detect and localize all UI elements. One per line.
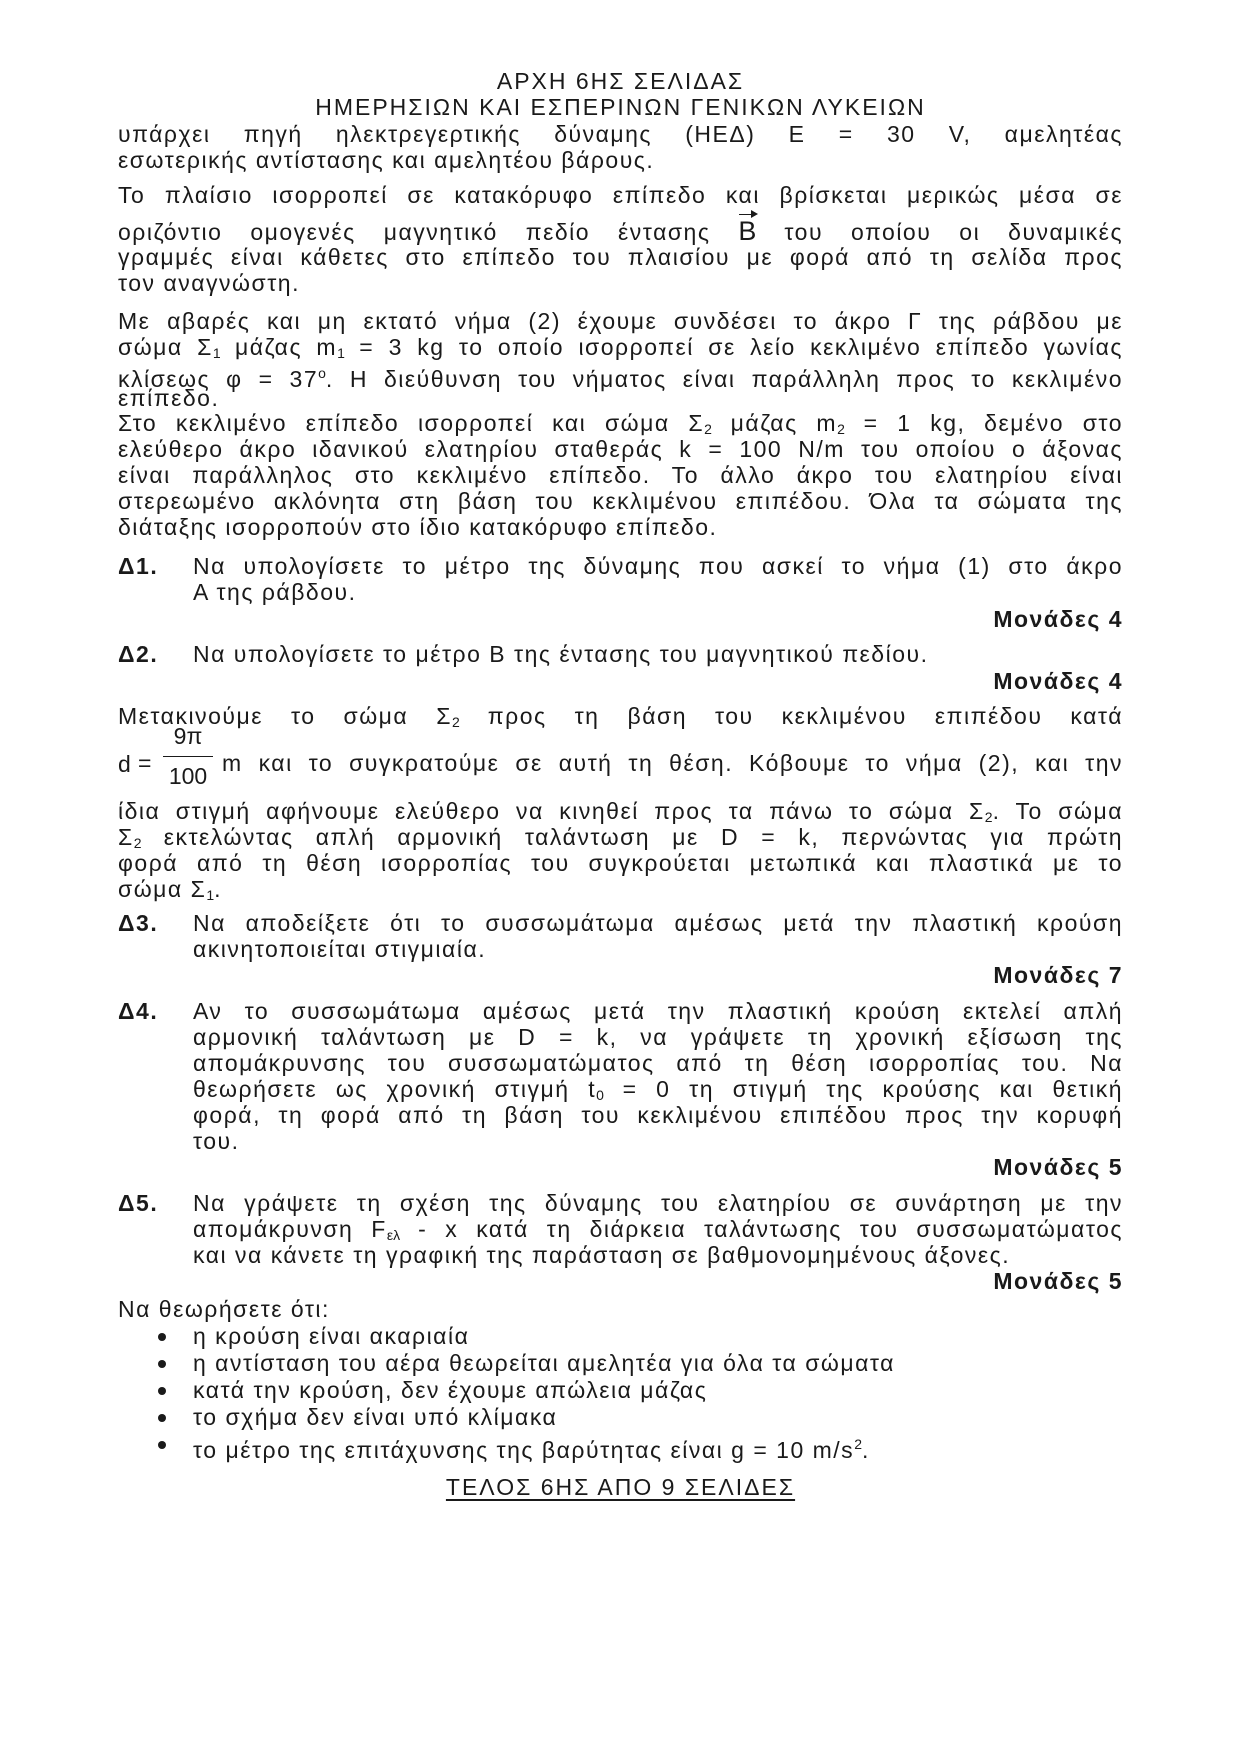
assumption-5: το μέτρο της επιτάχυνσης της βαρύτητας είναι g = 10 $m/s^2$. xyxy=(193,1436,870,1463)
page-footer: ΤΕΛΟΣ 6ΗΣ ΑΠΟ 9 ΣΕΛΙΔΕΣ xyxy=(445,1474,796,1500)
s2-line-3: είναι παράλληλος στο κεκλιμένο επίπεδο. Το άλλο άκρο του ελατηρίου είναι xyxy=(118,462,1123,488)
distance-symbol: d xyxy=(118,751,131,777)
question-d1-points: Μονάδες 4 xyxy=(993,606,1123,632)
assumption-4: το σχήμα δεν είναι υπό κλίμακα xyxy=(193,1404,558,1430)
fraction-denominator: 100 xyxy=(168,763,208,789)
s2-line-1: Στο κεκλιμένο επίπεδο ισορροπεί και σώμα $\Sigma_2$ μάζας $m_2 = 1$ kg, δεμένο στο xyxy=(118,410,1123,437)
field-line-3: γραμμές είναι κάθετες στο επίπεδο του πλαισίου με φορά από τη σελίδα προς xyxy=(118,244,1123,270)
s2-line-2: ελεύθερο άκρο ιδανικού ελατηρίου σταθεράς k = 100 N/m του οποίου ο άξονας xyxy=(118,436,1123,462)
assumption-2: η αντίσταση του αέρα θεωρείται αμελητέα για όλα τα σώματα xyxy=(193,1350,895,1376)
intro-line-1: υπάρχει πηγή ηλεκτρεγερτικής δύναμης (ΗΕΔ) Ε = 30 V, αμελητέας xyxy=(118,121,1123,147)
question-d1-line-2: Α της ράβδου. xyxy=(193,579,357,605)
field-line-4: τον αναγνώστη. xyxy=(118,270,300,296)
bullet-icon xyxy=(158,1387,166,1395)
question-d5-points: Μονάδες 5 xyxy=(993,1268,1123,1294)
bullet-icon xyxy=(158,1360,166,1368)
fraction-numerator: 9π xyxy=(173,723,203,749)
assumption-1: η κρούση είναι ακαριαία xyxy=(193,1323,470,1349)
question-d4-line-6: του. xyxy=(193,1128,240,1154)
question-d2-label: Δ2. xyxy=(118,641,159,667)
s2-line-5: διάταξης ισορροπούν στο ίδιο κατακόρυφο επίπεδο. xyxy=(118,514,718,540)
fraction-bar xyxy=(163,756,213,757)
question-d3-label: Δ3. xyxy=(118,910,159,936)
question-d5-label: Δ5. xyxy=(118,1190,159,1216)
field-line-2: οριζόντιο ομογενές μαγνητικό πεδίο έντασης B του οποίου οι δυναμικές xyxy=(118,216,1124,246)
question-d4-points: Μονάδες 5 xyxy=(993,1154,1123,1180)
s1-line-4: επίπεδο. xyxy=(118,385,220,411)
question-d3-points: Μονάδες 7 xyxy=(993,962,1123,988)
question-d4-line-3: απομάκρυνσης του συσσωματώματος από τη θέση ισορροπίας του. Να xyxy=(193,1050,1123,1076)
move-line-6: σώμα $\Sigma_1$. xyxy=(118,876,222,903)
question-d1-label: Δ1. xyxy=(118,553,159,579)
question-d5-line-2: απομάκρυνση $F_{\varepsilon\lambda}$ - x κατά τη διάρκεια ταλάντωσης του συσσωματώματος xyxy=(193,1216,1123,1243)
s2-line-4: στερεωμένο ακλόνητα στη βάση του κεκλιμένου επιπέδου. Όλα τα σώματα της xyxy=(118,488,1123,514)
question-d4-line-5: φορά, τη φορά από τη βάση του κεκλιμένου επιπέδου προς την κορυφή xyxy=(193,1102,1123,1128)
s1-line-2: σώμα $\Sigma_1$ μάζας $m_1 = 3$ kg το οποίο ισορροπεί σε λείο κεκλιμένο επίπεδο γωνίας xyxy=(118,334,1123,361)
question-d2-points: Μονάδες 4 xyxy=(993,668,1123,694)
field-line-1: Το πλαίσιο ισορροπεί σε κατακόρυφο επίπεδο και βρίσκεται μερικώς μέσα σε xyxy=(118,182,1123,208)
question-d4-line-2: αρμονική ταλάντωση με D = k, να γράψετε τη χρονική εξίσωση της xyxy=(193,1024,1123,1050)
page-header-school: ΗΜΕΡΗΣΙΩΝ ΚΑΙ ΕΣΠΕΡΙΝΩΝ ΓΕΝΙΚΩΝ ΛΥΚΕΙΩΝ xyxy=(315,94,926,120)
assumptions-intro: Να θεωρήσετε ότι: xyxy=(118,1296,330,1322)
move-line-5: φορά από τη θέση ισορροπίας του συγκρούεται μετωπικά και πλαστικά με το xyxy=(118,850,1123,876)
question-d5-line-3: και να κάνετε τη γραφική της παράσταση σε βαθμονομημένους άξονες. xyxy=(193,1242,1011,1268)
intro-line-2: εσωτερικής αντίστασης και αμελητέου βάρους. xyxy=(118,147,655,173)
move-line-2: m και το συγκρατούμε σε αυτή τη θέση. Κόβουμε το νήμα (2), και την xyxy=(222,750,1123,776)
question-d4-line-1: Αν το συσσωμάτωμα αμέσως μετά την πλαστική κρούση εκτελεί απλή xyxy=(193,998,1123,1024)
question-d4-label: Δ4. xyxy=(118,998,159,1024)
bullet-icon xyxy=(158,1333,166,1341)
bullet-icon xyxy=(158,1414,166,1422)
question-d3-line-1: Να αποδείξετε ότι το συσσωμάτωμα αμέσως μετά την πλαστική κρούση xyxy=(193,910,1123,936)
s1-line-1: Με αβαρές και μη εκτατό νήμα (2) έχουμε συνδέσει το άκρο Γ της ράβδου με xyxy=(118,308,1123,334)
vector-b-symbol: B xyxy=(738,216,757,246)
question-d1-line-1: Να υπολογίσετε το μέτρο της δύναμης που ασκεί το νήμα (1) στο άκρο xyxy=(193,553,1123,579)
question-d4-line-4: θεωρήσετε ως χρονική στιγμή $t_0 = 0$ τη στιγμή της κρούσης και θετική xyxy=(193,1076,1123,1103)
move-line-3: ίδια στιγμή αφήνουμε ελεύθερο να κινηθεί προς τα πάνω το σώμα $\Sigma_2$. Το σώμα xyxy=(118,798,1124,825)
question-d5-line-1: Να γράψετε τη σχέση της δύναμης του ελατηρίου σε συνάρτηση με την xyxy=(193,1190,1123,1216)
move-line-4: $\Sigma_2$ εκτελώντας απλή αρμονική ταλάντωση με D = k, περνώντας για πρώτη xyxy=(118,824,1123,851)
assumption-3: κατά την κρούση, δεν έχουμε απώλεια μάζας xyxy=(193,1377,708,1403)
equals-sign: = xyxy=(138,750,152,776)
question-d2-line-1: Να υπολογίσετε το μέτρο Β της έντασης του μαγνητικού πεδίου. xyxy=(193,641,929,667)
bullet-icon xyxy=(158,1441,166,1449)
page-header-start: ΑΡΧΗ 6ΗΣ ΣΕΛΙΔΑΣ xyxy=(496,68,745,94)
s1-line-3: κλίσεως $\varphi = 37^o$. Η διεύθυνση του νήματος είναι παράλληλη προς το κεκλιμένο xyxy=(118,365,1123,392)
question-d3-line-2: ακινητοποιείται στιγμιαία. xyxy=(193,936,487,962)
move-line-1: Μετακινούμε το σώμα $\Sigma_2$ προς τη βάση του κεκλιμένου επιπέδου κατά xyxy=(118,703,1123,730)
